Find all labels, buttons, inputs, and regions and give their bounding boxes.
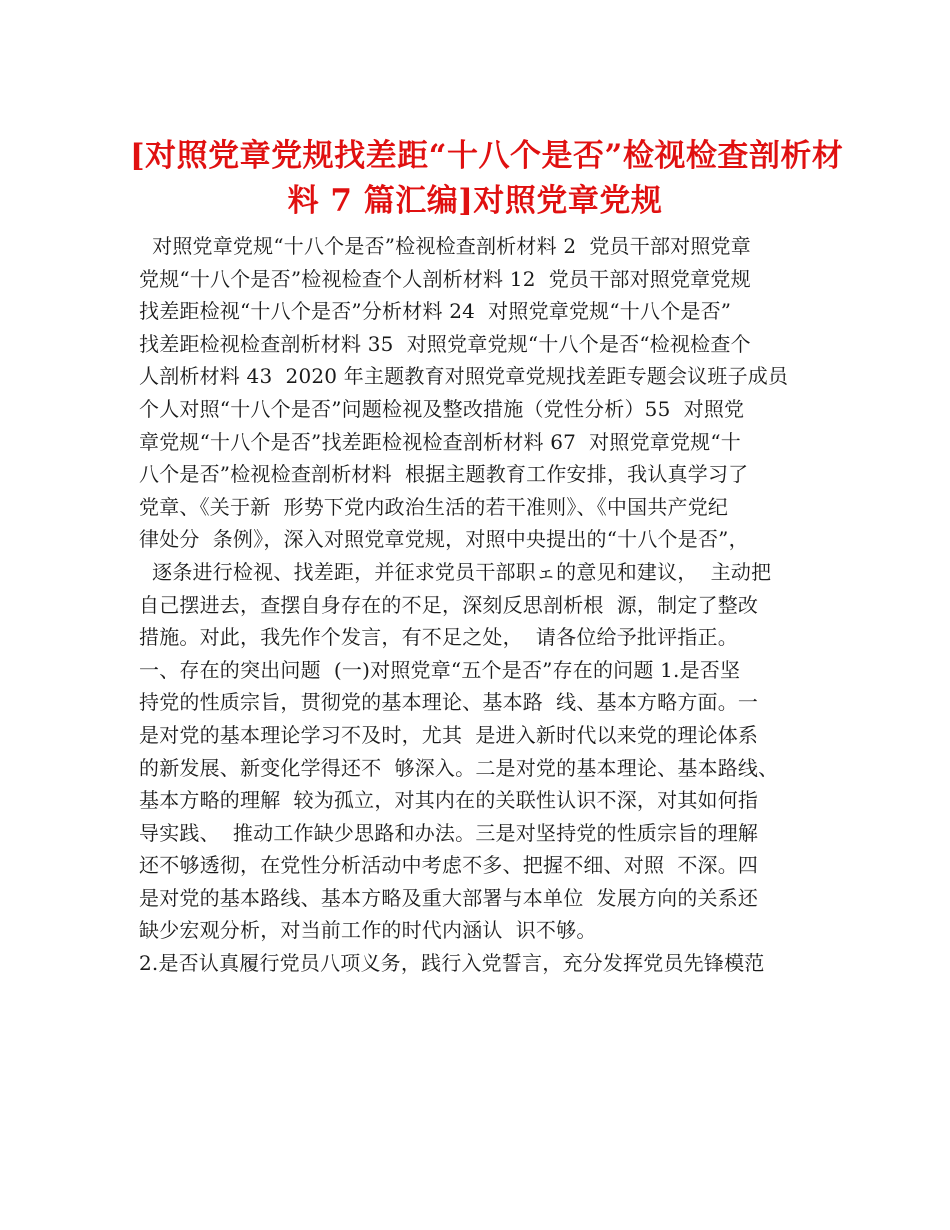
body-line: 2.是否认真履行党员八项义务，践行入党誓言，充分发挥党员先锋模范 (139, 951, 765, 976)
body-line: 人剖析材料 43 2020 年主题教育对照党章党规找差距专题会议班子成员 (139, 364, 789, 389)
document-title-line-1: [对照党章党规找差距“十八个是否”检视检查剖析材 (130, 138, 844, 174)
body-line: 还不够透彻，在党性分析活动中考虑不多、把握不细、对照 不深。四 (139, 853, 759, 878)
body-line: 逐条进行检视、找差距，并征求党员干部职ェ的意见和建议， 主动把 (139, 559, 772, 584)
body-line: 导实践、 推动工作缺少思路和办法。三是对坚持党的性质宗旨的理解 (139, 820, 759, 845)
body-line: 是对党的基本理论学习不及时，尤其 是进入新时代以来党的理论体系 (139, 722, 759, 747)
body-line: 基本方略的理解 较为孤立，对其内在的关联性认识不深，对其如何指 (139, 788, 759, 813)
body-line: 党规“十八个是否”检视检查个人剖析材料 12 党员干部对照党章党规 (139, 266, 751, 291)
body-line: 个人对照“十八个是否”问题检视及整改措施（党性分析）55 对照党 (139, 396, 745, 421)
body-line: 对照党章党规“十八个是否”检视检查剖析材料 2 党员干部对照党章 (139, 234, 751, 258)
body-line: 是对党的基本路线、基本方略及重大部署与本单位 发展方向的关系还 (139, 885, 759, 910)
body-line: 持党的性质宗旨，贯彻党的基本理论、基本路 线、基本方略方面。一 (139, 690, 759, 715)
body-line: 缺少宏观分析，对当前工作的时代内涵认 识不够。 (139, 918, 597, 943)
document-title-line-2: 料 7 篇汇编]对照党章党规 (287, 183, 663, 219)
body-line: 找差距检视“十八个是否”分析材料 24 对照党章党规“十八个是否” (139, 299, 732, 324)
document-body (139, 230, 829, 980)
body-line: 自己摆进去，查摆自身存在的不足，深刻反思剖析根 源，制定了整改 (139, 592, 759, 617)
body-line: 一、存在的突出问题 (一)对照党章“五个是否”存在的问题 1.是否坚 (139, 657, 741, 682)
body-line: 找差距检视检查剖析材料 35 对照党章党规“十八个是否“检视检查个 (139, 331, 751, 356)
body-line: 党章、《关于新 形势下党内政治生活的若干准则》、《中国共产党纪 (139, 494, 729, 519)
body-line: 的新发展、新变化学得还不 够深入。二是对党的基本理论、基本路线、 (139, 755, 779, 780)
body-line: 措施。对此，我先作个发言，有不足之处， 请各位给予批评指正。 (139, 625, 738, 650)
body-line: 律处分 条例》，深入对照党章党规，对照中央提出的“十八个是否”， (139, 527, 749, 552)
body-line: 章党规“十八个是否”找差距检视检查剖析材料 67 对照党章党规“十 (139, 429, 741, 454)
body-line: 八个是否”检视检查剖析材料 根据主题教育工作安排，我认真学习了 (139, 462, 749, 487)
